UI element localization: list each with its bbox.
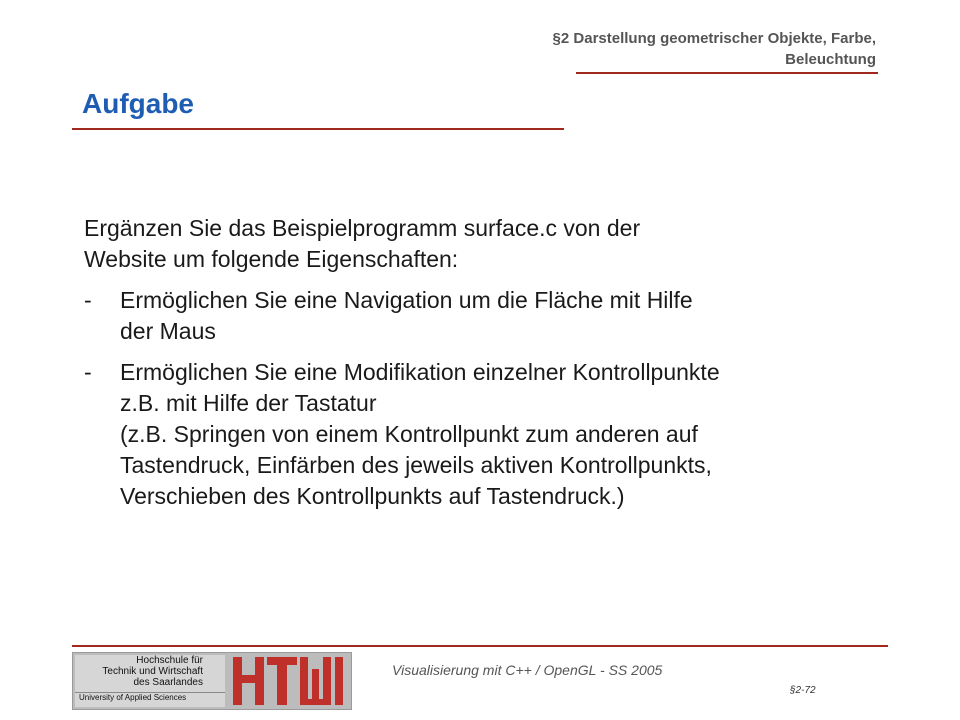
title-divider: [72, 128, 564, 130]
intro-line: Website um folgende Eigenschaften:: [84, 246, 459, 272]
logo-line: Technik und Wirtschaft: [102, 666, 203, 677]
slide-title: Aufgabe: [82, 88, 194, 119]
bullet-line: der Maus: [120, 318, 216, 344]
logo-text-block: [75, 655, 225, 707]
bullet-marker: -: [84, 359, 92, 385]
intro-paragraph: [84, 213, 844, 275]
bullet-navigation: [84, 285, 844, 347]
header-divider: [576, 72, 878, 74]
bullet-marker: -: [84, 287, 92, 313]
logo-line: Hochschule für: [136, 655, 203, 666]
bullet-modification: [84, 357, 844, 512]
bullet-line: (z.B. Springen von einem Kontrollpunkt zum anderen auf: [120, 421, 698, 447]
bullet-line: Ermöglichen Sie eine Navigation um die Fläche mit Hilfe: [120, 287, 693, 313]
bullet-line: Verschieben des Kontrollpunkts auf Tastendruck.): [120, 483, 625, 509]
htw-logo-icon: [231, 655, 349, 707]
bullet-line: Tastendruck, Einfärben des jeweils aktiven Kontrollpunkts,: [120, 452, 712, 478]
bullet-line: Ermöglichen Sie eine Modifikation einzelner Kontrollpunkte: [120, 359, 720, 385]
section-header: [516, 28, 876, 70]
bullet-line: z.B. mit Hilfe der Tastatur: [120, 390, 377, 416]
bullet-text: [120, 285, 844, 347]
university-logo: [72, 652, 352, 710]
intro-line: Ergänzen Sie das Beispielprogramm surface.c von der: [84, 215, 641, 241]
section-header-line1: §2 Darstellung geometrischer Objekte, Farbe,: [552, 30, 876, 47]
footer-divider: [72, 645, 888, 647]
logo-line: University of Applied Sciences: [75, 692, 225, 703]
logo-line: des Saarlandes: [133, 677, 203, 688]
section-header-line2: Beleuchtung: [785, 51, 876, 68]
page-number: §2-72: [790, 685, 816, 696]
slide-body: [84, 213, 844, 522]
course-title: Visualisierung mit C++ / OpenGL - SS 2005: [392, 662, 663, 678]
bullet-text: [120, 357, 844, 512]
